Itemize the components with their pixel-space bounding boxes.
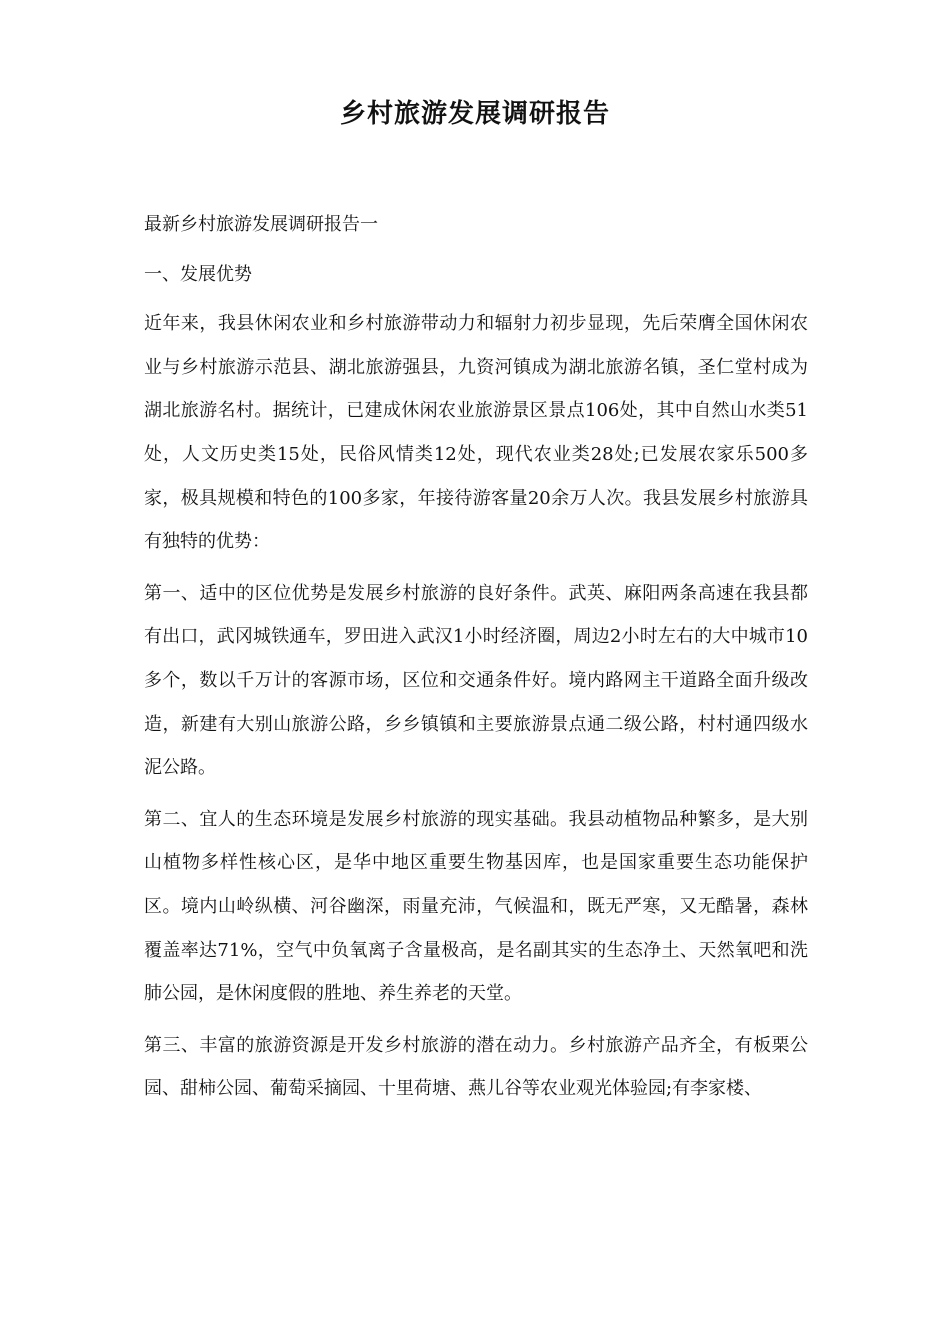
paragraph-overview: 近年来，我县休闲农业和乡村旅游带动力和辐射力初步显现，先后荣膺全国休闲农业与乡村旅游示范县、湖北旅游强县，九资河镇成为湖北旅游名镇，圣仁堂村成为湖北旅游名村。据统计，已建成休闲农业旅游景区景点106处，其中自然山水类51处，人文历史类15处，民俗风情类12处，现代农业类28处;已发展农家乐500多家，极具规模和特色的100多家，年接待游客量20余万人次。我县发展乡村旅游具有独特的优势： [144, 313, 808, 553]
section-heading: 一、发展优势 [144, 263, 252, 285]
paragraph-ecology-advantage: 第二、宜人的生态环境是发展乡村旅游的现实基础。我县动植物品种繁多，是大别山植物多样性核心区，是华中地区重要生物基因库，也是国家重要生态功能保护区。境内山岭纵横、河谷幽深，雨量充沛，气候温和，既无严寒，又无酷暑，森林覆盖率达71%，空气中负氧离子含量极高，是名副其实的生态净土、天然氧吧和洗肺公园，是休闲度假的胜地、养生养老的天堂。 [144, 808, 808, 1005]
document-title: 乡村旅游发展调研报告 [339, 99, 610, 129]
document-body [144, 203, 808, 1119]
paragraph-resource-advantage: 第三、丰富的旅游资源是开发乡村旅游的潜在动力。乡村旅游产品齐全，有板栗公园、甜柿公园、葡萄采摘园、十里荷塘、燕儿谷等农业观光体验园;有李家楼、 [144, 1034, 808, 1100]
paragraph-location-advantage: 第一、适中的区位优势是发展乡村旅游的良好条件。武英、麻阳两条高速在我县都有出口，武冈城铁通车，罗田进入武汉1小时经济圈，周边2小时左右的大中城市10多个，数以千万计的客源市场，区位和交通条件好。境内路网主干道路全面升级改造，新建有大别山旅游公路，乡乡镇镇和主要旅游景点通二级公路，村村通四级水泥公路。 [144, 582, 808, 779]
report-subtitle: 最新乡村旅游发展调研报告一 [144, 214, 378, 235]
